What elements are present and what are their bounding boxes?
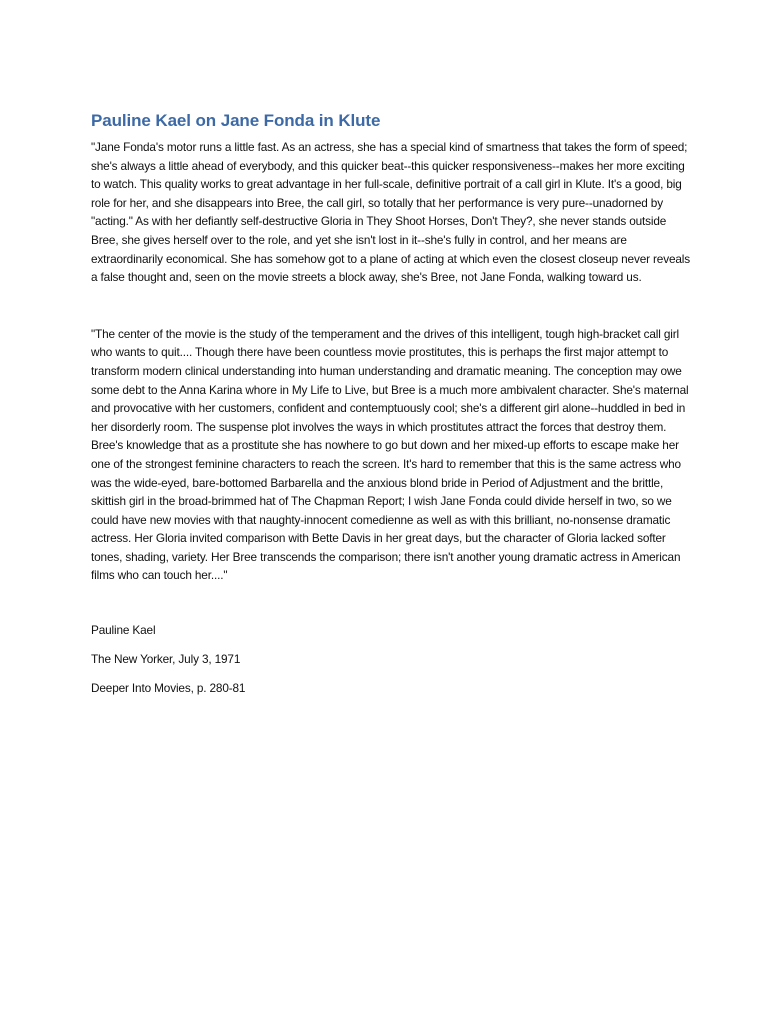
publication-citation: The New Yorker, July 3, 1971	[91, 652, 241, 667]
document-title: Pauline Kael on Jane Fonda in Klute	[91, 111, 381, 130]
quote-paragraph-2: "The center of the movie is the study of the temperament and the drives of this intelligent, tough high-bracket call girl who wants to quit.... Though there have been countless movie prostitutes, this is perhaps the first major attempt to transform modern clinical understanding into human understanding and dramatic meaning. The conception may owe some debt to the Anna Karina whore in My Life to Live, but Bree is a much more ambivalent character. She's maternal and provocative with her customers, confident and contemptuously cool; she's a different girl alone--huddled in bed in her disorderly room. The suspense plot involves the ways in which prostitutes attract the forces that destroy them. Bree's knowledge that as a prostitute she has nowhere to go but down and her mixed-up efforts to escape make her one of the strongest feminine characters to reach the screen. It's hard to remember that this is the same actress who was the wide-eyed, bare-bottomed Barbarella and the anxious blond bride in Period of Adjustment and the brittle, skittish girl in the broad-brimmed hat of The Chapman Report; I wish Jane Fonda could divide herself in two, so we could have new movies with that naughty-innocent comedienne as well as with this brilliant, no-nonsense dramatic actress. Her Gloria invited comparison with Bette Davis in her great days, but the character of Gloria lacked softer tones, shading, variety. Her Bree transcends the comparison; there isn't another young dramatic actress in American films who can touch her...."	[91, 326, 689, 583]
book-citation: Deeper Into Movies, p. 280-81	[91, 681, 246, 696]
document-page	[91, 109, 691, 697]
quote-paragraph-1: "Jane Fonda's motor runs a little fast. As an actress, she has a special kind of smartness that takes the form of speed; she's always a little ahead of everybody, and this quicker beat--this quicker responsiveness--makes her more exciting to watch. This quality works to great advantage in her full-scale, definitive portrait of a call girl in Klute. It's a good, big role for her, and she disappears into Bree, the call girl, so totally that her performance is very pure--unadorned by "acting." As with her defiantly self-destructive Gloria in They Shoot Horses, Don't They?, she never stands outside Bree, she gives herself over to the role, and yet she isn't lost in it--she's fully in control, and her means are extraordinarily economical. She has somehow got to a plane of acting at which even the closest closeup never reveals a false thought and, seen on the movie streets a block away, she's Bree, not Jane Fonda, walking toward us.	[91, 140, 691, 285]
author-name: Pauline Kael	[91, 623, 156, 638]
